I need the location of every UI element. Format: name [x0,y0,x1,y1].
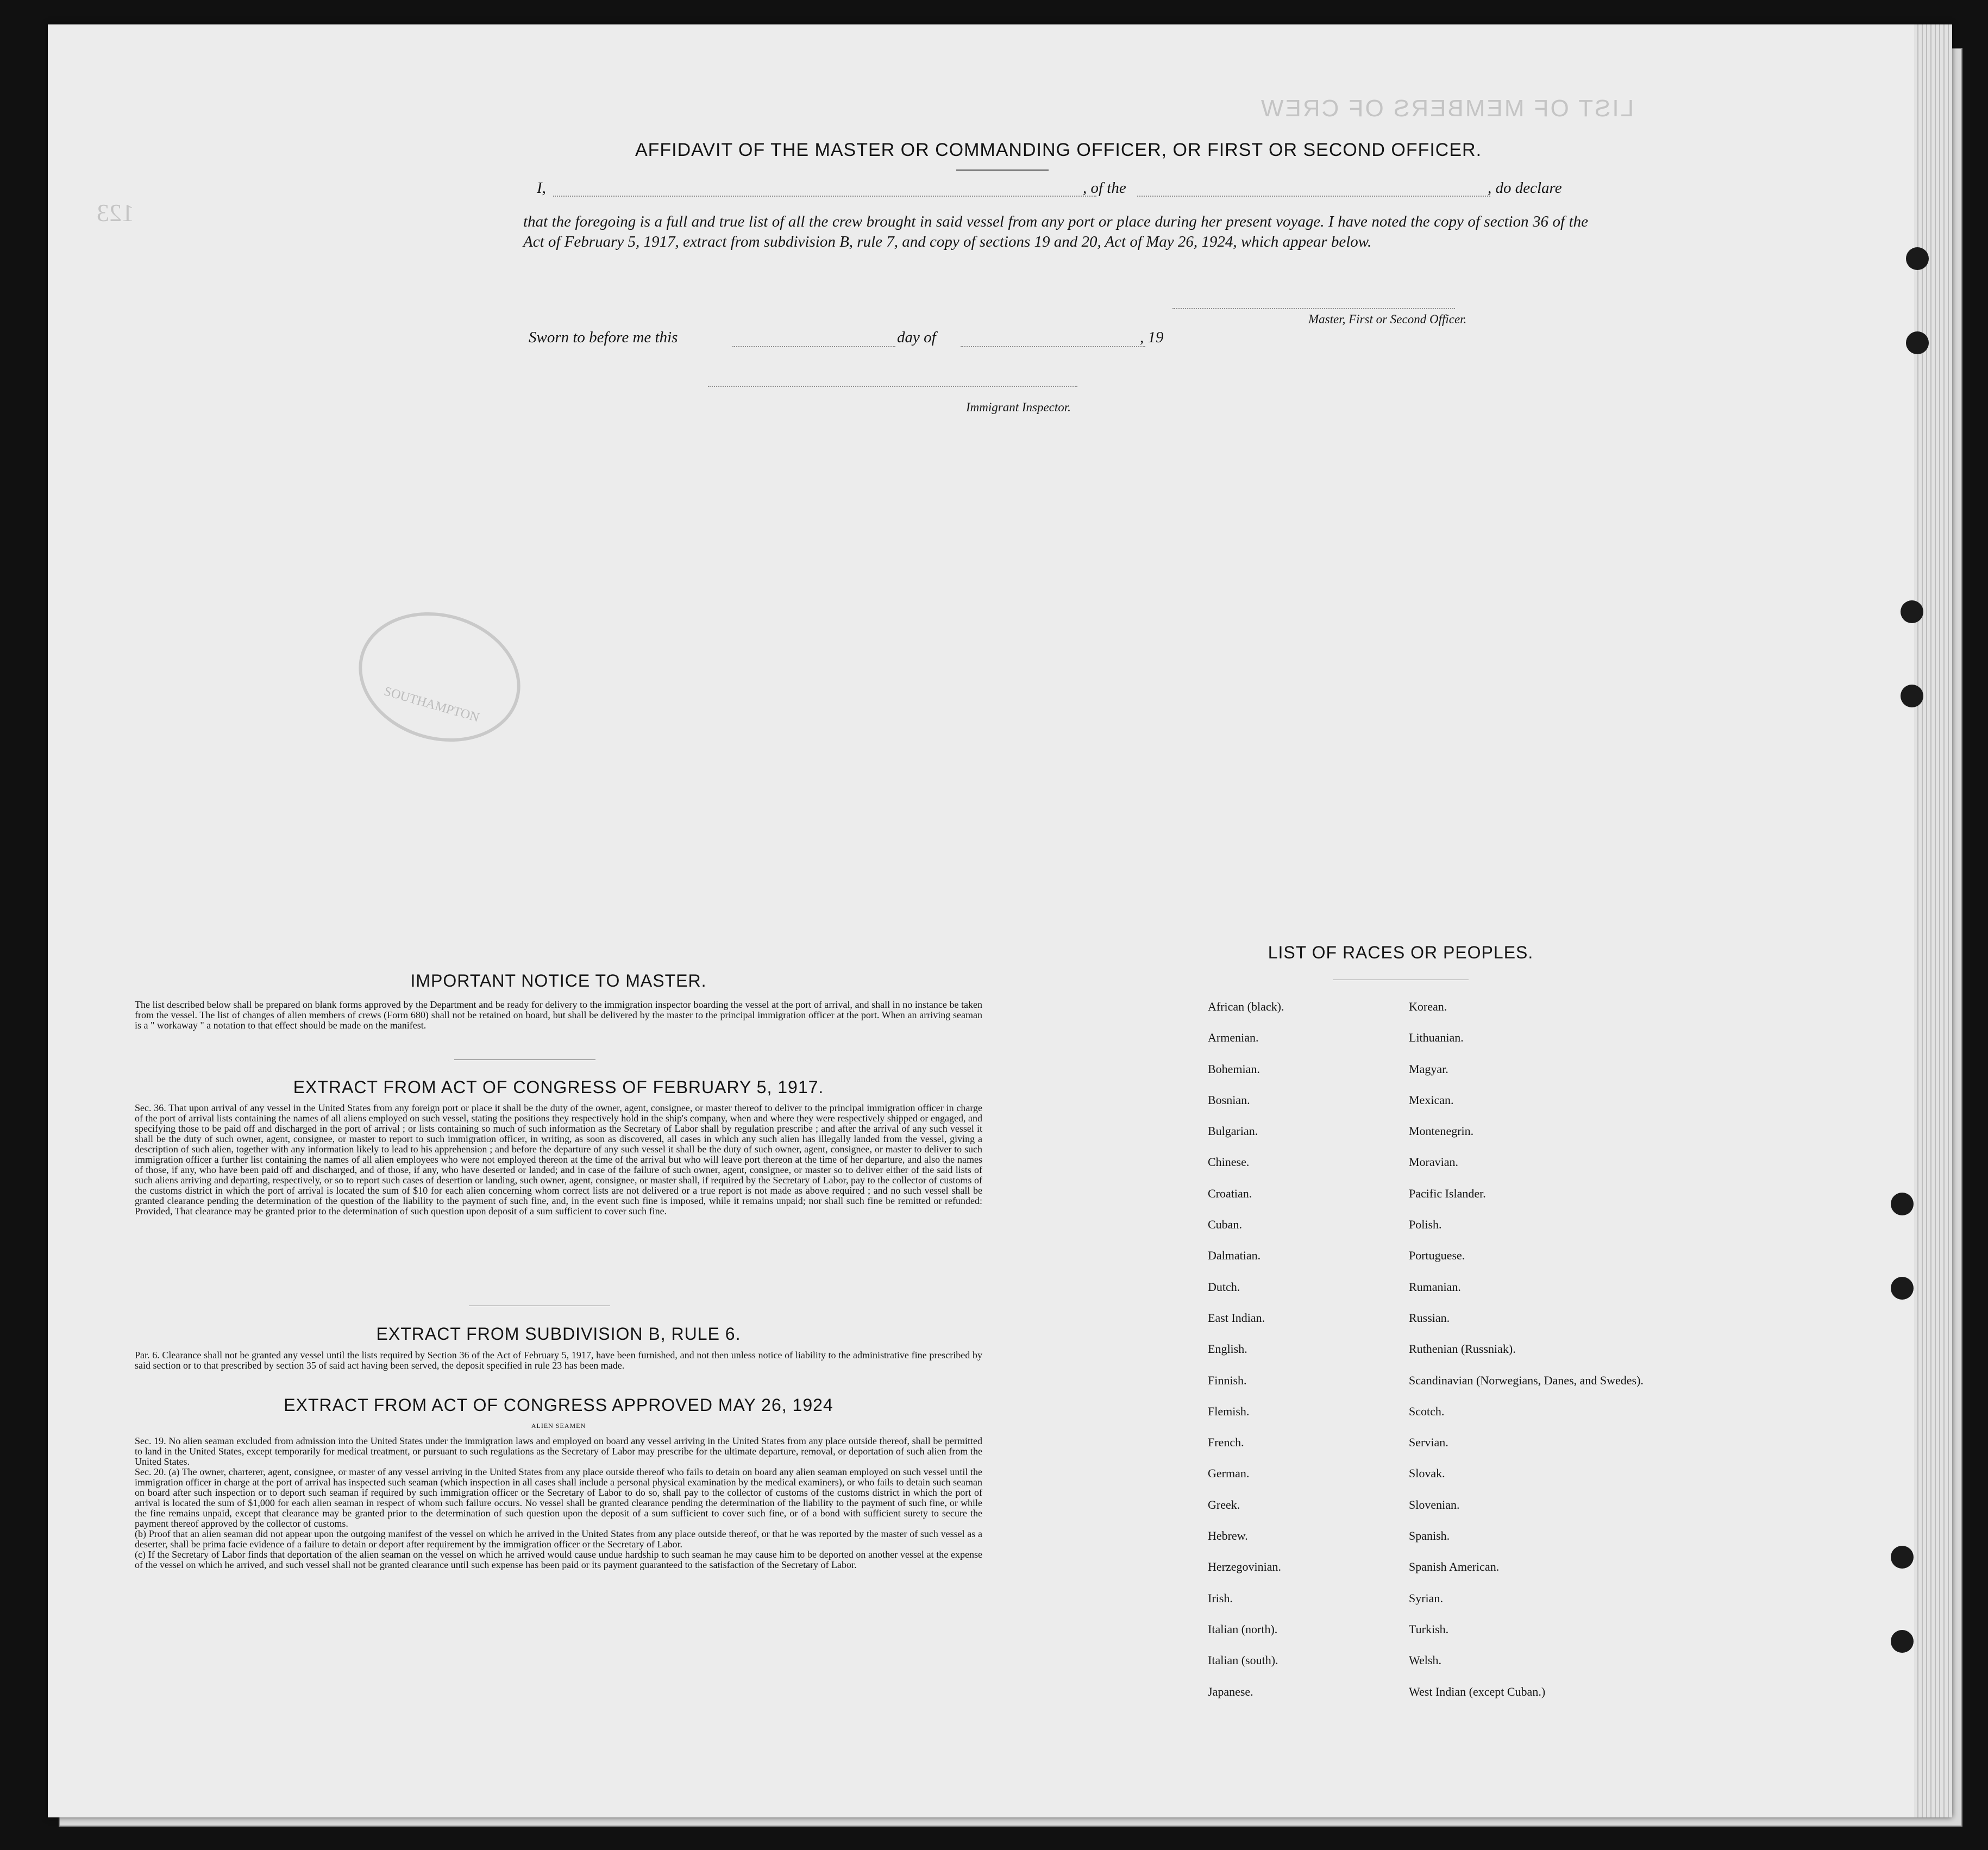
race-item: Bohemian. [1208,1062,1260,1076]
punch-hole [1906,331,1929,354]
extract-1917-text: Sec. 36. That upon arrival of any vessel in the United States from any foreign port or place it shall be the duty of the owner, agent, consignee, or master thereof to deliver to the principal immigration officer in charge of the port of arrival lists containing the names of all aliens employed on such vessel, stating the positions they respectively hold in the ship's company, when and where they were respectively shipped or engaged, and specifying those to be paid off and discharged in the port of arrival ; or lists containing so much of such information as the Secretary of Labor shall by regulation prescribe ; and after the arrival of any such vessel it shall be the duty of such owner, agent, consignee, or master to report to such immigration officer, in writing, as soon as discovered, all cases in which any such alien has illegally landed from the vessel, giving a description of such alien, together with any information likely to lead to his apprehension ; and before the departure of any such vessel it shall be the duty of such owner, agent, consignee, or master to deliver to such immigration officer a further list containing the names of all alien employees who were not employed thereon at the time of the arrival but who will leave port thereon at the time of her departure, and also the names of those, if any, who have been paid off and discharged, and of those, if any, who have deserted or landed; and in case of the failure of such owner, agent, consignee, or master so to deliver either of the said lists of such aliens arriving and departing, respectively, or so to report such cases of desertion or landing, such owner, agent, consignee, or master shall, if required by the Secretary of Labor, pay to the collector of customs of the customs district in which the port of arrival is located the sum of $10 for each alien concerning whom correct lists are not delivered or a true report is not made as above required ; and no such vessel shall be granted clearance pending the determination of the question of the liability to the payment of such fine, and, in the event such fine is imposed, while it remains unpaid; nor shall such fine be remitted or refunded: Provided, That clearance may be granted prior to the determination of such question upon deposit of a sum sufficient to cover such fine. [135,1102,982,1216]
section-divider [454,1059,595,1060]
race-item: Servian. [1409,1435,1448,1450]
sec20a-text: Sec. 20. (a) The owner, charterer, agent, consignee, or master of any vessel arriving in the United States from any place outside thereof who fails to detain on board any alien seaman employed on such vessel until the immigration officer in charge at the port of arrival has inspected such seaman (which inspection in all cases shall include a personal physical examination by the medical examiners), or who fails to detain such seaman on board after such inspection or to deport such seaman if required by such immigration officer or the Secretary of Labor to do so, shall pay to the collector of customs of the customs district in which the port of arrival is located the sum of $1,000 for each alien seaman in respect of whom such failure occurs. No vessel shall be granted clearance pending the determination of the liability to the payment of such fine, or while the fine remains unpaid, except that clearance may be granted prior to the determination of such question upon the deposit of a sum sufficient to cover such fine, or of a bond with sufficient surety to secure the payment thereof approved by the collector of customs. [135,1466,982,1529]
bleed-through-page-mark: 123 [97,199,134,227]
race-item: West Indian (except Cuban.) [1409,1684,1546,1698]
race-item: Turkish. [1409,1622,1449,1636]
race-item: Lithuanian. [1409,1031,1464,1045]
inspector-label: Immigrant Inspector. [966,400,1071,414]
race-item: Russian. [1409,1310,1450,1325]
race-item: Bulgarian. [1208,1124,1258,1138]
race-item: Armenian. [1208,1031,1259,1045]
vessel-blank[interactable] [1137,196,1490,197]
sec19-text: Sec. 19. No alien seaman excluded from admission into the United States under the immigration laws and employed on board any vessel arriving in the United States from any place outside thereof, shall be permitted to land in the United States, except temporarily for medical treatment, or pursuant to such regulations as the Secretary of Labor may prescribe for the ultimate departure, removal, or deportation of such alien from the United States. [135,1435,982,1467]
sec20c-text: (c) If the Secretary of Labor finds that deportation of the alien seaman on the vessel on which he arrived would cause undue hardship to such seaman he may cause him to be deported on another vessel at the expense of the vessel on which he arrived, and such vessel shall not be granted clearance until such expense has been paid or its payment guaranteed to the satisfaction of the Secretary of Labor. [135,1549,982,1570]
race-item: Flemish. [1208,1404,1250,1418]
punch-hole [1891,1277,1914,1300]
sec20b-text: (b) Proof that an alien seaman did not appear upon the outgoing manifest of the vessel on which he arrived in the United States from any place outside thereof, or that he was reported by the master of such vessel as a deserter, shall be prima facie evidence of a failure to detain or deport after requirement by the immigration officer or the Secretary of Labor. [135,1528,982,1550]
title-divider [956,170,1049,171]
extract-rule6-text: Par. 6. Clearance shall not be granted any vessel until the lists required by Section 36 of the Act of February 5, 1917, have been furnished, and not then unless notice of liability to the administrative fine prescribed by said section or to that prescribed by section 35 of said act having been served, the deposit specified in rule 23 has been made. [135,1350,982,1371]
race-item: Portuguese. [1409,1249,1465,1263]
notice-title: IMPORTANT NOTICE TO MASTER. [410,971,707,990]
signature-line[interactable] [1172,308,1455,309]
punch-hole [1901,600,1923,623]
race-item: Scotch. [1409,1404,1445,1418]
race-item: Cuban. [1208,1218,1242,1232]
races-right-column [1409,1000,1659,1716]
race-item: African (black). [1208,1000,1284,1013]
race-item: Slovak. [1409,1466,1445,1481]
punch-hole [1891,1546,1914,1569]
race-item: German. [1208,1466,1250,1481]
race-item: Japanese. [1208,1684,1253,1698]
sworn-month-blank[interactable] [961,346,1145,347]
race-item: Croatian. [1208,1186,1252,1200]
race-item: English. [1208,1342,1247,1356]
race-item: Polish. [1409,1218,1442,1232]
race-item: Dutch. [1208,1280,1240,1294]
extract-1924-title: EXTRACT FROM ACT OF CONGRESS APPROVED MAY 26, 1924 [284,1395,833,1415]
extract-rule6-title: EXTRACT FROM SUBDIVISION B, RULE 6. [376,1324,741,1344]
extract-1917-title: EXTRACT FROM ACT OF CONGRESS OF FEBRUARY 5, 1917. [293,1077,824,1097]
race-item: Chinese. [1208,1155,1250,1169]
races-title: LIST OF RACES OR PEOPLES. [1268,943,1534,962]
stacked-page-edges [1914,24,1952,1817]
sworn-day-blank[interactable] [732,346,895,347]
race-item: Dalmatian. [1208,1249,1261,1263]
race-item: Finnish. [1208,1373,1247,1387]
races-left-column [1208,1000,1403,1716]
year-label: , 19 [1140,329,1164,346]
stamp-text: SOUTHAMPTON [382,684,481,725]
inspector-signature-line[interactable] [708,386,1077,387]
punch-hole [1901,685,1923,707]
race-item: Magyar. [1409,1062,1448,1076]
race-item: Italian (south). [1208,1653,1278,1667]
race-item: Herzegovinian. [1208,1560,1281,1574]
race-item: Spanish American. [1409,1560,1500,1574]
affidavit-title: AFFIDAVIT OF THE MASTER OR COMMANDING OFFICER, OR FIRST OR SECOND OFFICER. [635,140,1482,160]
day-of-label: day of [897,329,936,346]
document-page [48,24,1952,1817]
race-item: Rumanian. [1409,1280,1461,1294]
race-item: Welsh. [1409,1653,1441,1667]
race-item: Ruthenian (Russniak). [1409,1342,1516,1356]
race-item: Moravian. [1409,1155,1459,1169]
race-item: Slovenian. [1409,1497,1460,1512]
race-item: Hebrew. [1208,1529,1248,1543]
sworn-label: Sworn to before me this [529,329,678,346]
race-item: Montenegrin. [1409,1124,1474,1138]
name-blank[interactable] [553,196,1096,197]
extract-1924-body [135,1436,982,1570]
race-item: Italian (north). [1208,1622,1278,1636]
affidavit-declare-label: , do declare [1488,179,1562,197]
race-item: Syrian. [1409,1591,1443,1605]
race-item: East Indian. [1208,1310,1265,1325]
affidavit-i-label: I, [537,179,546,197]
notice-text: The list described below shall be prepared on blank forms approved by the Department and be ready for delivery to the immigration inspector boarding the vessel at the port of arrival, and shall in no instance be taken from the vessel. The list of changes of alien members of crews (Form 680) shall not be retained on board, but shall be delivered by the master to the principal immigration officer at the port. When an arriving seaman is a " workaway " a notation to that effect should be made on the manifest. [135,999,982,1031]
race-item: French. [1208,1435,1244,1450]
race-item: Mexican. [1409,1093,1454,1107]
affidavit-declaration: that the foregoing is a full and true list of all the crew brought in said vessel from any port or place during her present voyage. I have noted the copy of section 36 of the Act of February 5, 1917, extract from subdivision B, rule 7, and copy of sections 19 and 20, Act of May 26, 1924, which appear below. [523,213,1588,250]
bleed-through-header: LIST OF MEMBERS OF CREW [1259,95,1634,122]
affidavit-of-the-label: , of the [1083,179,1126,197]
faint-stamp [343,594,536,760]
race-item: Korean. [1409,1000,1447,1013]
race-item: Bosnian. [1208,1093,1250,1107]
race-item: Spanish. [1409,1529,1450,1543]
extract-1924-subtitle: ALIEN SEAMEN [531,1422,586,1429]
punch-hole [1891,1630,1914,1653]
punch-hole [1891,1193,1914,1215]
race-item: Scandinavian (Norwegians, Danes, and Swedes). [1409,1373,1644,1387]
race-item: Irish. [1208,1591,1233,1605]
signature-label: Master, First or Second Officer. [1308,312,1467,326]
race-item: Pacific Islander. [1409,1186,1486,1200]
race-item: Greek. [1208,1497,1240,1512]
punch-hole [1906,247,1929,270]
